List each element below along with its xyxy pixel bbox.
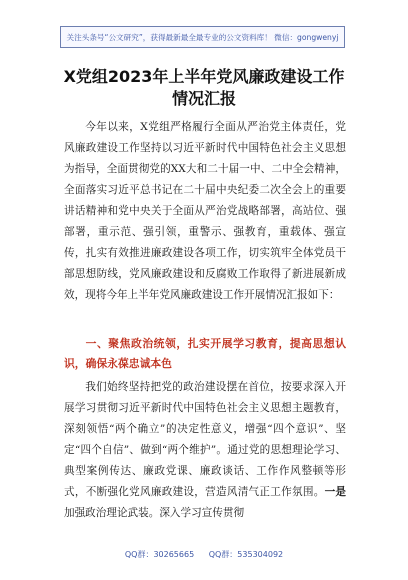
header-notice-bar: [60, 26, 345, 48]
document-title: [40, 66, 368, 110]
footer-qq-group-1: QQ群：30265665: [124, 550, 195, 559]
section-1-paragraph: [64, 377, 346, 524]
header-notice-text: 关注头条号“公文研究”，获得最新最全最专业的公文资料库！ 微信：gongwenyj: [66, 32, 339, 42]
title-line-1: X党组2023年上半年党风廉政建设工作: [63, 67, 345, 86]
section-1-text-b: 加强政治理论武装。深入学习宣传贯彻: [64, 507, 245, 519]
intro-paragraph: 今年以来，X党组严格履行全面从严治党主体责任，党风廉政建设工作坚持以习近平新时代中国特色社会主义思想为指导，全面贯彻党的XX大和二十届一中、二中全会精神，全面落实习近平总书记在二十届中央纪委二次全会上的重要讲话精神和党中央关于全面从严治党战略部署，高站位、强部署，重示范、强引领，重警示、强教育，重载体、强宣传，扎实有效推进廉政建设各项工作，切实筑牢全体党员干部思想防线，党风廉政建设和反腐败工作取得了新进展新成效，现将今年上半年党风廉政建设工作开展情况汇报如下：: [64, 121, 346, 301]
footer-qq-group-2: QQ群：535304092: [208, 550, 284, 559]
section-1-bold-marker: 一是: [324, 486, 347, 498]
section-1-heading: 一、聚焦政治统领，扎实开展学习教育，提高思想认识，确保永葆忠诚本色: [64, 337, 346, 370]
section-1-text-a: 我们始终坚持把党的政治建设摆在首位，按要求深入开展学习贯彻习近平新时代中国特色社会主义思想主题教育，深刻领悟“两个确立”的决定性意义，增强“四个意识”、坚定“四个自信”、做到“两个维护”。通过党的思想理论学习、典型案例传达、廉政党课、廉政谈话、工作作风整顿等形式，不断强化党风廉政建设，营造风清气正工作氛围。: [64, 381, 346, 498]
footer: [0, 549, 408, 560]
title-line-2: 情况汇报: [171, 89, 236, 108]
